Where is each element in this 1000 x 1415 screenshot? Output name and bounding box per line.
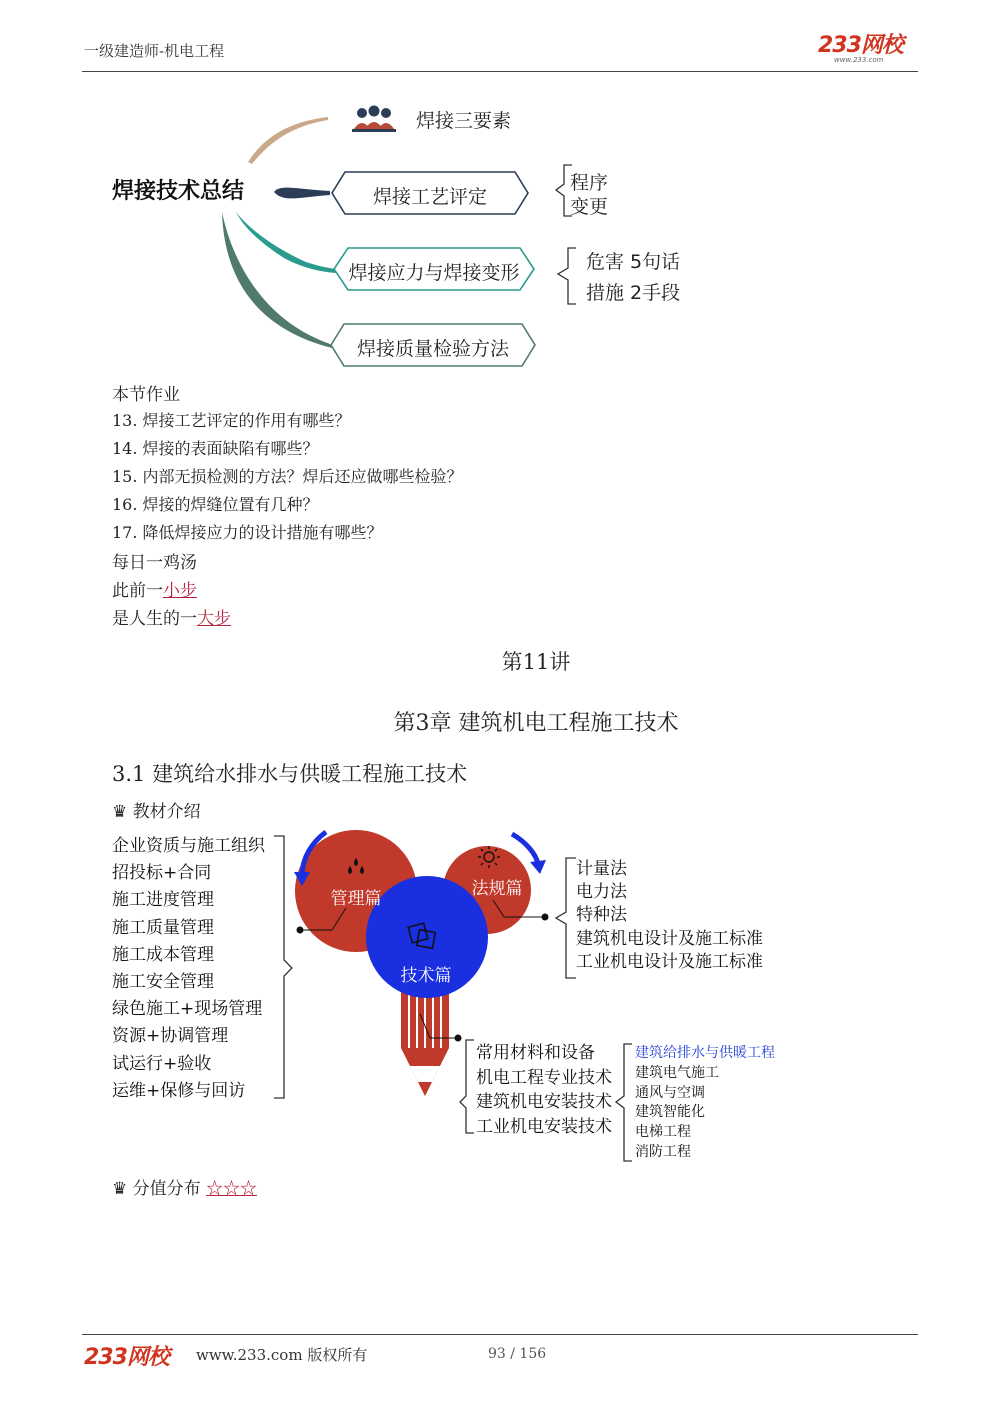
textbook-intro-line bbox=[112, 797, 201, 822]
building-list bbox=[635, 1044, 775, 1163]
branch-curve-inspection bbox=[222, 212, 332, 348]
list-item: 常用材料和设备 bbox=[476, 1043, 595, 1063]
motto-title: 每日一鸡汤 bbox=[112, 553, 197, 573]
branch-curve-top bbox=[248, 117, 328, 164]
mindmap-main-title: 焊接技术总结 bbox=[112, 179, 245, 204]
list-item: 施工进度管理 bbox=[112, 890, 214, 911]
homework-item: 15. 内部无损检测的方法？焊后还应做哪些检验？ bbox=[112, 467, 463, 486]
technology-label: 技术篇 bbox=[400, 966, 452, 986]
score-line bbox=[112, 1174, 257, 1199]
list-item: 工业机电安装技术 bbox=[476, 1116, 612, 1137]
list-item: 企业资质与施工组织 bbox=[112, 836, 265, 856]
list-item: 通风与空调 bbox=[635, 1084, 705, 1101]
header-divider bbox=[82, 71, 918, 72]
branch-curve-process bbox=[274, 188, 330, 199]
mindmap-branch-stress: 焊接应力与焊接变形 bbox=[348, 262, 520, 284]
mindmap-branch-inspection: 焊接质量检验方法 bbox=[356, 338, 509, 360]
homework-item: 14. 焊接的表面缺陷有哪些？ bbox=[112, 439, 319, 458]
management-label: 管理篇 bbox=[330, 889, 382, 909]
list-item: 建筑智能化 bbox=[635, 1104, 705, 1121]
list-item: 建筑电气施工 bbox=[635, 1064, 719, 1081]
footer-copyright: www.233.com 版权所有 bbox=[196, 1346, 368, 1364]
footer-logo: 233网校 bbox=[84, 1345, 169, 1370]
building-bracket bbox=[616, 1044, 632, 1161]
technology-list bbox=[476, 1041, 612, 1139]
stress-detail-2: 措施 2手段 bbox=[586, 282, 681, 304]
stress-detail-1: 危害 5句话 bbox=[586, 251, 681, 273]
section-heading: 3.1 建筑给水排水与供暖工程施工技术 bbox=[112, 762, 468, 786]
list-item: 计量法 bbox=[576, 859, 627, 879]
motto-emphasis-small-step: 小步 bbox=[163, 581, 197, 601]
homework-item: 17. 降低焊接应力的设计措施有哪些？ bbox=[112, 523, 383, 542]
header-title: 一级建造师-机电工程 bbox=[84, 42, 225, 60]
list-item: 电力法 bbox=[576, 882, 627, 903]
motto-line-1: 此前一小步 bbox=[112, 581, 197, 601]
header-logo-url: www.233.com bbox=[834, 56, 884, 64]
list-item: 资源+协调管理 bbox=[112, 1026, 229, 1047]
list-item: 绿色施工+现场管理 bbox=[112, 999, 263, 1020]
regulation-bracket bbox=[556, 858, 576, 978]
footer-divider bbox=[82, 1334, 918, 1335]
list-item: 运维+保修与回访 bbox=[112, 1080, 246, 1101]
list-item: 特种法 bbox=[576, 905, 627, 926]
list-item: 招投标+合同 bbox=[112, 863, 212, 884]
list-item: 施工安全管理 bbox=[112, 972, 214, 993]
homework-item: 16. 焊接的焊缝位置有几种？ bbox=[112, 495, 319, 514]
mindmap-top-item: 焊接三要素 bbox=[416, 110, 512, 132]
regulation-list bbox=[576, 858, 763, 974]
motto-emphasis-big-step: 大步 bbox=[197, 609, 231, 629]
branch-curve-stress bbox=[236, 212, 336, 273]
score-label: 分值分布 bbox=[132, 1179, 201, 1199]
textbook-intro-label: 教材介绍 bbox=[132, 802, 201, 822]
score-stars: ☆☆☆ bbox=[206, 1179, 258, 1199]
list-item: 建筑机电安装技术 bbox=[476, 1092, 612, 1113]
header-logo bbox=[818, 28, 903, 64]
management-bracket bbox=[274, 836, 292, 1098]
list-item-highlighted: 建筑给排水与供暖工程 bbox=[635, 1045, 775, 1061]
motto-line-2: 是人生的一大步 bbox=[112, 609, 231, 629]
mindmap-branch-process: 焊接工艺评定 bbox=[372, 186, 487, 208]
technology-bracket bbox=[460, 1040, 474, 1133]
header-logo-text: 233网校 bbox=[818, 33, 903, 58]
list-item: 电梯工程 bbox=[635, 1124, 691, 1141]
process-detail-1: 程序 bbox=[570, 172, 609, 194]
page-number: 93 / 156 bbox=[488, 1346, 547, 1362]
chapter-heading: 第3章 建筑机电工程施工技术 bbox=[393, 711, 679, 736]
list-item: 施工质量管理 bbox=[112, 917, 214, 938]
list-item: 消防工程 bbox=[635, 1143, 691, 1160]
management-list bbox=[112, 833, 265, 1105]
list-item: 机电工程专业技术 bbox=[476, 1067, 612, 1088]
homework-item: 13. 焊接工艺评定的作用有哪些？ bbox=[112, 411, 351, 430]
bracket-stress bbox=[558, 248, 576, 304]
crown-icon: ♛ bbox=[112, 1179, 128, 1199]
crown-icon: ♛ bbox=[112, 802, 128, 822]
lecture-heading: 第11讲 bbox=[501, 650, 571, 674]
people-icon bbox=[352, 106, 396, 133]
list-item: 施工成本管理 bbox=[112, 944, 214, 965]
list-item: 试运行+验收 bbox=[112, 1053, 212, 1074]
process-detail-2: 变更 bbox=[570, 196, 609, 218]
list-item: 工业机电设计及施工标准 bbox=[576, 951, 763, 972]
regulation-label: 法规篇 bbox=[471, 879, 523, 899]
list-item: 建筑机电设计及施工标准 bbox=[576, 928, 763, 949]
homework-title: 本节作业 bbox=[112, 385, 180, 405]
